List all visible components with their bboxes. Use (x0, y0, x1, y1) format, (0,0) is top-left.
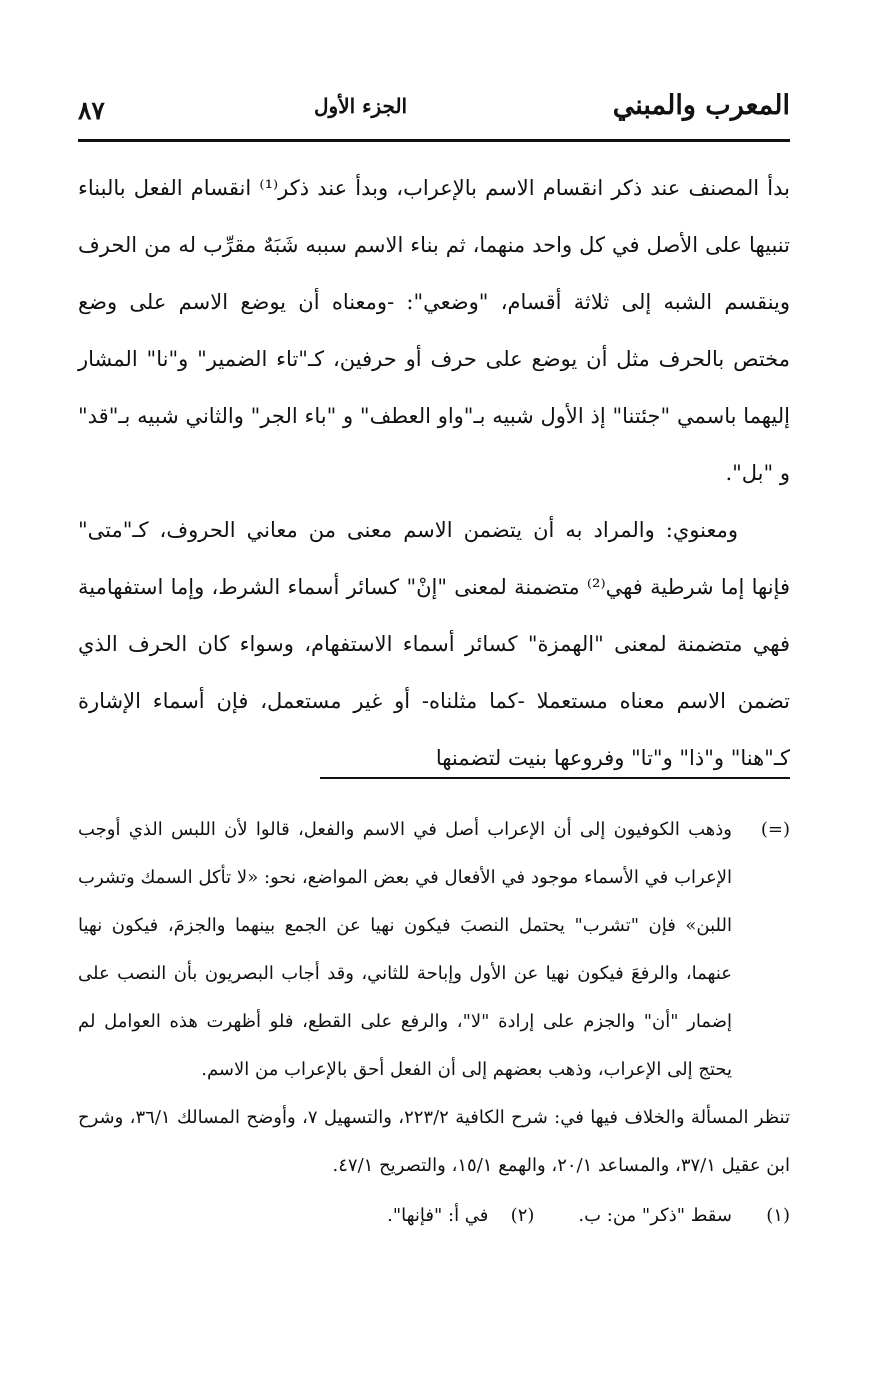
volume-label: الجزء الأول (314, 94, 408, 118)
body-paragraph-2: ومعنوي: والمراد به أن يتضمن الاسم معنى من معاني الحروف، كـ"متى" فإنها إما شرطية فهي⁽²⁾ متضمنة لمعنى "إنْ" كسائر أسماء الشرط، وإما استفهامية فهي متضمنة لمعنى "الهمزة" كسائر أسماء الاستفهام، وسواء كان الحرف الذي تضمن الاسم معناه مستعملا -كما مثلناه- أو غير مستعمل، فإن أسماء الإشارة كـ"هنا" و"ذا" و"تا" وفروعها بنيت لتضمنها (78, 518, 790, 770)
footnote-1-number: (١) (766, 1205, 790, 1226)
footnote-list (78, 1192, 790, 1240)
body-paragraph-1: بدأ المصنف عند ذكر انقسام الاسم بالإعراب، وبدأ عند ذكر⁽¹⁾ انقسام الفعل بالبناء تنبيها على الأصل في كل واحد منهما، ثم بناء الاسم سببه شَبَهٌ مقرِّب له من الحرف وينقسم الشبه إلى ثلاثة أقسام، "وضعي": -ومعناه أن يوضع الاسم على وضع مختص بالحرف مثل أن يوضع على حرف أو حرفين، كـ"تاء الضمير" و"نا" المشار إليهما باسمي "جئتنا" إذ الأول شبيه بـ"واو العطف" و "باء الجر" والثاني شبيه بـ"قد" و "بل". (78, 176, 790, 485)
footnote-2-number: (٢) (510, 1205, 535, 1226)
footnote-2 (387, 1192, 534, 1240)
running-header (78, 86, 790, 136)
footnote-2-text: في أ: "فإنها". (387, 1205, 489, 1226)
footnote-1-text: سقط "ذكر" من: ب. (578, 1205, 732, 1226)
book-title: المعرب والمبني (612, 90, 790, 121)
continuation-text: وذهب الكوفيون إلى أن الإعراب أصل في الاسم والفعل، قالوا لأن اللبس الذي أوجب الإعراب في الأسماء موجود في الأفعال في بعض المواضع، نحو: «لا تأكل السمك وتشرب اللبن» فإن "تشرب" يحتمل النصبَ فيكون نهيا عن الجمع بينهما والجزمَ، فيكون نهيا عنهما، والرفعَ فيكون نهيا عن الأول وإباحة للثاني، وقد أجاب البصريون بأن النصب على إضمار "أن" والجزم على إرادة "لا"، والرفع على القطع، فلو أظهرت هذه العوامل لم يحتج إلى الإعراب، وذهب بعضهم إلى أن الفعل أحق بالإعراب من الاسم. (78, 819, 732, 1080)
main-text (78, 160, 790, 787)
footnotes-section (78, 806, 790, 1240)
footnote-1 (578, 1192, 790, 1240)
footnote-references: تنظر المسألة والخلاف فيها في: شرح الكافية ٢٢٣/٢، والتسهيل ٧، وأوضح المسالك ٣٦/١، وشرح ابن عقيل ٣٧/١، والمساعد ٢٠/١، والهمع ١٥/١، والتصريح ٤٧/١. (78, 1107, 790, 1176)
footnote-divider (320, 777, 790, 779)
footnote-continuation (78, 806, 790, 1094)
header-divider (78, 139, 790, 142)
continuation-marker: (=) (760, 819, 790, 840)
page-number: ٨٧ (78, 96, 105, 125)
